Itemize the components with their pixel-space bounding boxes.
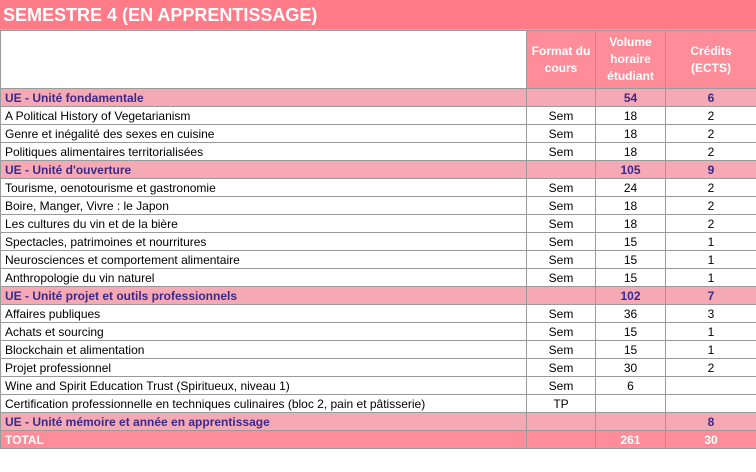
course-format: Sem <box>527 197 596 215</box>
section-row <box>1 413 756 431</box>
course-hours: 18 <box>596 197 666 215</box>
course-ects: 2 <box>666 143 756 161</box>
course-name: Wine and Spirit Education Trust (Spiritueux, niveau 1) <box>1 377 527 395</box>
section-label: UE - Unité d'ouverture <box>1 161 527 179</box>
course-name: Boire, Manger, Vivre : le Japon <box>1 197 527 215</box>
section-ects: 7 <box>666 287 756 305</box>
course-hours: 30 <box>596 359 666 377</box>
course-format: Sem <box>527 269 596 287</box>
header-hours: Volume horaire étudiant <box>596 31 666 89</box>
course-row <box>1 323 756 341</box>
section-label: UE - Unité projet et outils professionnels <box>1 287 527 305</box>
course-hours: 24 <box>596 179 666 197</box>
section-format <box>527 413 596 431</box>
course-hours: 18 <box>596 215 666 233</box>
course-format: Sem <box>527 341 596 359</box>
section-hours <box>596 413 666 431</box>
course-name: Certification professionnelle en techniques culinaires (bloc 2, pain et pâtisserie) <box>1 395 527 413</box>
section-label: UE - Unité mémoire et année en apprentissage <box>1 413 527 431</box>
course-ects: 2 <box>666 215 756 233</box>
course-row <box>1 359 756 377</box>
course-format: Sem <box>527 359 596 377</box>
course-hours: 15 <box>596 269 666 287</box>
course-name: A Political History of Vegetarianism <box>1 107 527 125</box>
header-course <box>1 31 527 89</box>
course-ects: 1 <box>666 233 756 251</box>
table-body <box>1 89 756 431</box>
section-row <box>1 89 756 107</box>
section-ects: 6 <box>666 89 756 107</box>
course-row <box>1 305 756 323</box>
course-format: Sem <box>527 179 596 197</box>
section-row <box>1 161 756 179</box>
course-name: Spectacles, patrimoines et nourritures <box>1 233 527 251</box>
course-hours: 18 <box>596 125 666 143</box>
course-name: Politiques alimentaires territorialisées <box>1 143 527 161</box>
course-ects: 1 <box>666 251 756 269</box>
course-ects <box>666 377 756 395</box>
course-ects: 1 <box>666 323 756 341</box>
course-format: Sem <box>527 377 596 395</box>
course-ects: 2 <box>666 125 756 143</box>
course-row <box>1 377 756 395</box>
course-hours: 15 <box>596 251 666 269</box>
course-hours: 18 <box>596 107 666 125</box>
course-hours: 15 <box>596 341 666 359</box>
course-ects: 2 <box>666 359 756 377</box>
course-ects: 1 <box>666 341 756 359</box>
section-ects: 9 <box>666 161 756 179</box>
course-name: Achats et sourcing <box>1 323 527 341</box>
course-row <box>1 215 756 233</box>
section-ects: 8 <box>666 413 756 431</box>
course-name: Projet professionnel <box>1 359 527 377</box>
section-format <box>527 89 596 107</box>
course-row <box>1 107 756 125</box>
course-ects: 2 <box>666 107 756 125</box>
course-hours: 6 <box>596 377 666 395</box>
course-name: Affaires publiques <box>1 305 527 323</box>
header-format: Format du cours <box>527 31 596 89</box>
section-format <box>527 287 596 305</box>
total-row <box>1 431 756 449</box>
course-hours: 15 <box>596 233 666 251</box>
course-format: Sem <box>527 143 596 161</box>
section-hours: 54 <box>596 89 666 107</box>
course-ects: 2 <box>666 197 756 215</box>
course-format: Sem <box>527 233 596 251</box>
course-name: Anthropologie du vin naturel <box>1 269 527 287</box>
course-table <box>0 30 756 449</box>
course-ects: 3 <box>666 305 756 323</box>
total-label: TOTAL <box>1 431 527 449</box>
section-label: UE - Unité fondamentale <box>1 89 527 107</box>
section-format <box>527 161 596 179</box>
course-row <box>1 197 756 215</box>
course-ects: 1 <box>666 269 756 287</box>
course-name: Blockchain et alimentation <box>1 341 527 359</box>
course-format: Sem <box>527 107 596 125</box>
course-format: Sem <box>527 215 596 233</box>
course-hours: 18 <box>596 143 666 161</box>
course-row <box>1 143 756 161</box>
section-row <box>1 287 756 305</box>
course-row <box>1 395 756 413</box>
course-hours: 36 <box>596 305 666 323</box>
course-format: Sem <box>527 305 596 323</box>
semester-title: SEMESTRE 4 (EN APPRENTISSAGE) <box>0 0 756 30</box>
section-hours: 102 <box>596 287 666 305</box>
course-format: Sem <box>527 323 596 341</box>
course-format: TP <box>527 395 596 413</box>
course-format: Sem <box>527 251 596 269</box>
course-name: Tourisme, oenotourisme et gastronomie <box>1 179 527 197</box>
course-name: Neurosciences et comportement alimentaire <box>1 251 527 269</box>
header-ects: Crédits (ECTS) <box>666 31 756 89</box>
course-ects: 2 <box>666 179 756 197</box>
course-row <box>1 179 756 197</box>
total-ects: 30 <box>666 431 756 449</box>
total-hours: 261 <box>596 431 666 449</box>
course-ects <box>666 395 756 413</box>
total-format <box>527 431 596 449</box>
course-format: Sem <box>527 125 596 143</box>
course-hours <box>596 395 666 413</box>
course-row <box>1 269 756 287</box>
course-name: Genre et inégalité des sexes en cuisine <box>1 125 527 143</box>
header-row <box>1 31 756 89</box>
course-row <box>1 341 756 359</box>
section-hours: 105 <box>596 161 666 179</box>
course-row <box>1 233 756 251</box>
course-name: Les cultures du vin et de la bière <box>1 215 527 233</box>
course-row <box>1 125 756 143</box>
course-hours: 15 <box>596 323 666 341</box>
course-row <box>1 251 756 269</box>
